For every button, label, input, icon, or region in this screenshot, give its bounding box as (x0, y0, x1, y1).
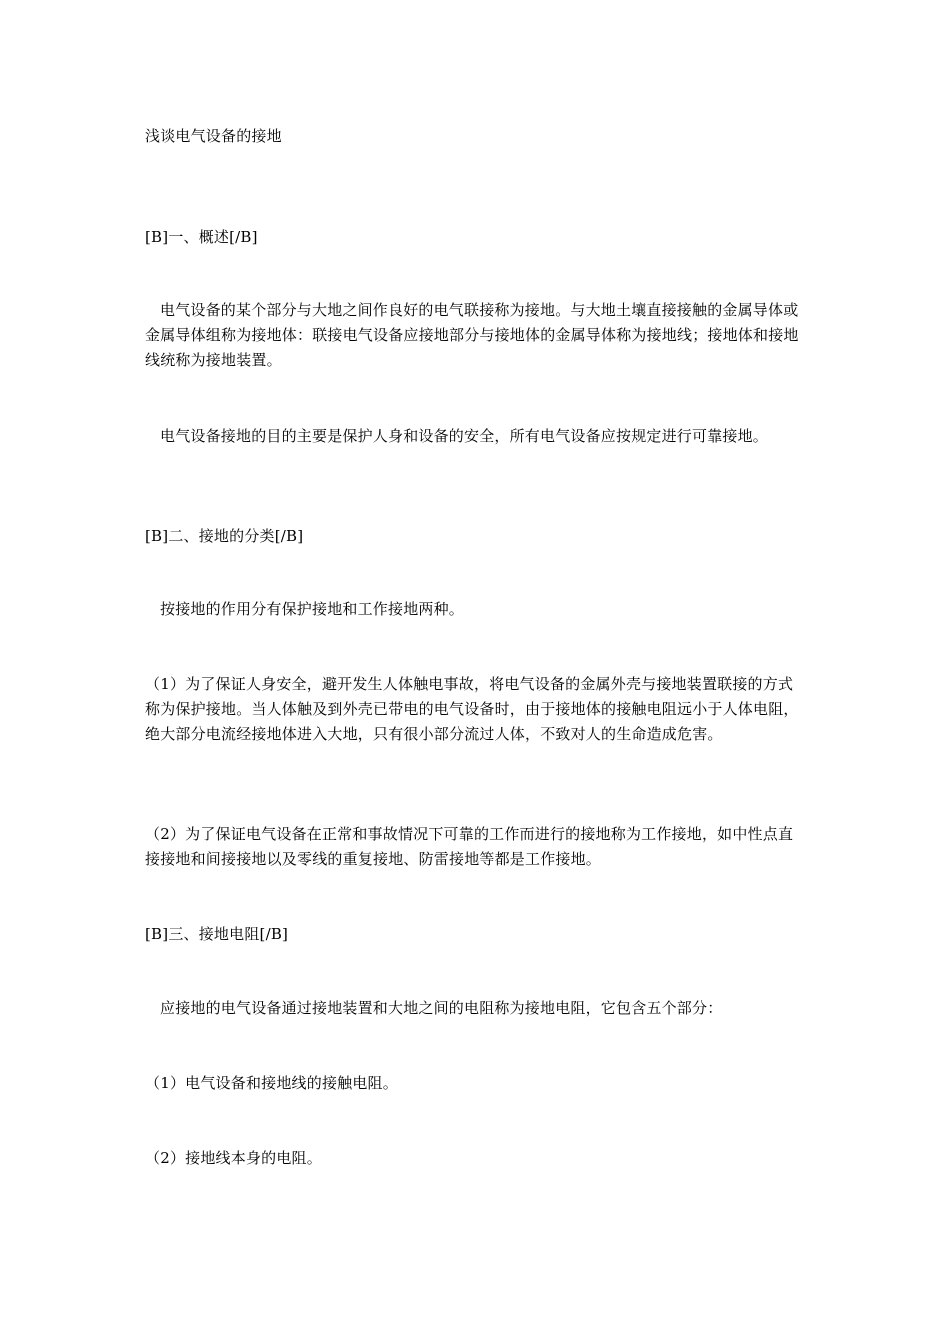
paragraph-protective-grounding: （1）为了保证人身安全，避开发生人体触电事故，将电气设备的金属外壳与接地装置联接的方式称为保护接地。当人体触及到外壳已带电的电气设备时，由于接地体的接触电阻远小于人体电阻，绝大部分电流经接地体进入大地，只有很小部分流过人体，不致对人的生命造成危害。 (145, 675, 799, 743)
list-item-contact-resistance: （1）电气设备和接地线的接触电阻。 (145, 1074, 398, 1092)
document-title: 浅谈电气设备的接地 (145, 127, 282, 145)
paragraph-overview-purpose: 电气设备接地的目的主要是保护人身和设备的安全，所有电气设备应按规定进行可靠接地。 (160, 427, 769, 445)
section-heading-resistance: [B]三、接地电阻[/B] (145, 925, 289, 943)
paragraph-working-grounding: （2）为了保证电气设备在正常和事故情况下可靠的工作而进行的接地称为工作接地，如中性点直接接地和间接接地以及零线的重复接地、防雷接地等都是工作接地。 (145, 825, 794, 868)
section-heading-overview: [B]一、概述[/B] (145, 228, 258, 246)
paragraph-overview-definition: 电气设备的某个部分与大地之间作良好的电气联接称为接地。与大地土壤直接接触的金属导体或金属导体组称为接地体：联接电气设备应接地部分与接地体的金属导体称为接地线；接地体和接地线统称为接地装置。 (145, 301, 799, 369)
paragraph-resistance-intro: 应接地的电气设备通过接地装置和大地之间的电阻称为接地电阻，它包含五个部分： (160, 999, 723, 1017)
section-heading-classification: [B]二、接地的分类[/B] (145, 527, 304, 545)
paragraph-classification-intro: 按接地的作用分有保护接地和工作接地两种。 (160, 600, 465, 618)
list-item-wire-resistance: （2）接地线本身的电阻。 (145, 1149, 322, 1167)
